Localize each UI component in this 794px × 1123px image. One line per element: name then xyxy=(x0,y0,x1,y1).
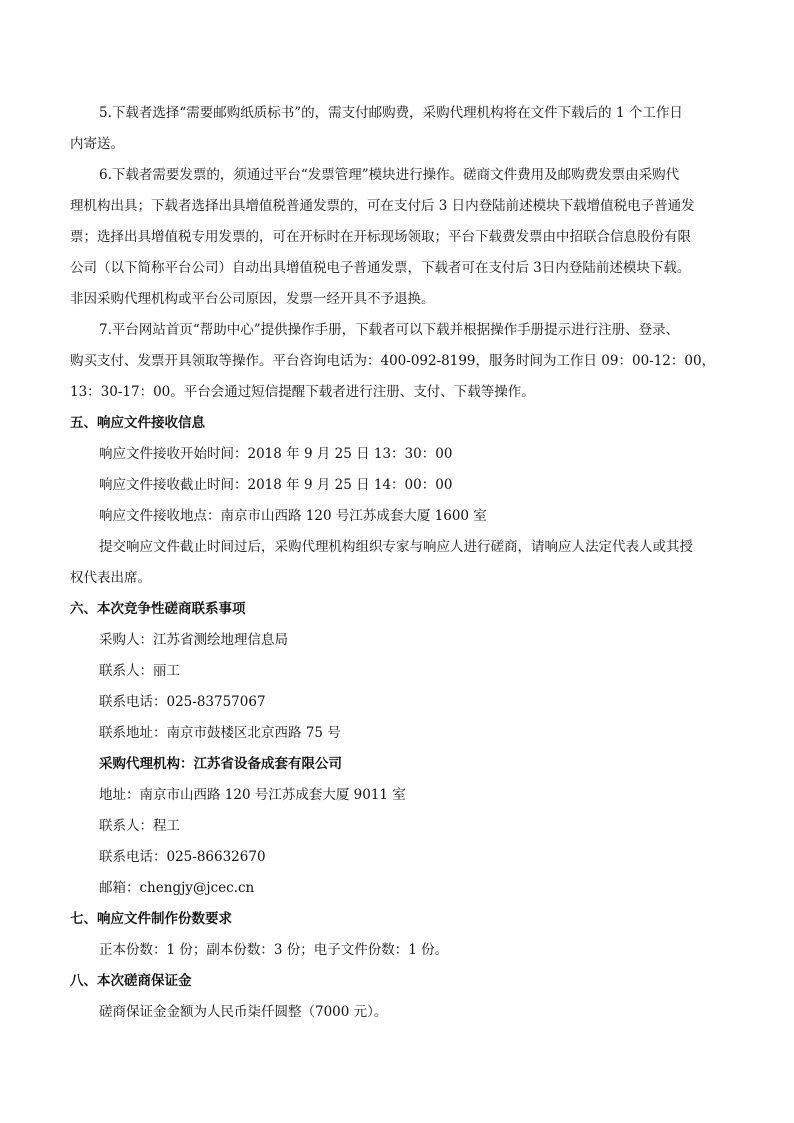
purchaser: 采购人：江苏省测绘地理信息局 xyxy=(99,632,288,648)
receive-end-time: 响应文件接收截止时间：2018 年 9 月 25 日 14：00：00 xyxy=(99,477,453,493)
section5-heading: 五、响应文件接收信息 xyxy=(70,415,205,431)
section8-heading: 八、本次磋商保证金 xyxy=(70,973,192,989)
para6-line2: 理机构出具；下载者选择出具增值税普通发票的，可在支付后 3 日内登陆前述模块下载增值税电子普通发 xyxy=(70,198,695,214)
copies-requirement: 正本份数：1 份；副本份数：3 份；电子文件份数：1 份。 xyxy=(99,942,449,958)
receive-note-line1: 提交响应文件截止时间过后，采购代理机构组织专家与响应人进行磋商，请响应人法定代表人或其授 xyxy=(99,539,693,555)
para6-line1: 6.下载者需要发票的，须通过平台“发票管理”模块进行操作。磋商文件费用及邮购费发票由采购代 xyxy=(99,167,680,183)
para5-line2: 内寄送。 xyxy=(70,136,124,152)
agency-contact: 联系人：程工 xyxy=(99,818,180,834)
para7-line2: 购买支付、发票开具领取等操作。平台咨询电话为：400-092-8199，服务时间为工作日 09：00-12：00， xyxy=(70,353,716,369)
agency-email: 邮箱：chengjy@jcec.cn xyxy=(99,880,255,896)
agency-address: 地址：南京市山西路 120 号江苏成套大厦 9011 室 xyxy=(99,787,406,803)
para7-line1: 7.平台网站首页“帮助中心”提供操作手册，下载者可以下载并根据操作手册提示进行注册、登录、 xyxy=(99,322,680,338)
agency-name: 采购代理机构：江苏省设备成套有限公司 xyxy=(99,756,342,772)
section6-heading: 六、本次竞争性磋商联系事项 xyxy=(70,601,246,617)
receive-place: 响应文件接收地点：南京市山西路 120 号江苏成套大厦 1600 室 xyxy=(99,508,487,524)
purchaser-contact: 联系人：丽工 xyxy=(99,663,180,679)
receive-start-time: 响应文件接收开始时间：2018 年 9 月 25 日 13：30：00 xyxy=(99,446,453,462)
purchaser-address: 联系地址：南京市鼓楼区北京西路 75 号 xyxy=(99,725,341,741)
section7-heading: 七、响应文件制作份数要求 xyxy=(70,911,232,927)
deposit-amount: 磋商保证金金额为人民币柒仟圆整（7000 元）。 xyxy=(99,1004,388,1020)
para6-line5: 非因采购代理机构或平台公司原因，发票一经开具不予退换。 xyxy=(70,291,435,307)
para6-line4: 公司（以下简称平台公司）自动出具增值税电子普通发票，下载者可在支付后 3日内登陆前述模块下载。 xyxy=(70,260,691,276)
purchaser-phone: 联系电话：025-83757067 xyxy=(99,694,266,710)
para5-line1: 5.下载者选择“需要邮购纸质标书”的，需支付邮购费，采购代理机构将在文件下载后的 1 个工作日 xyxy=(99,105,683,121)
para6-line3: 票；选择出具增值税专用发票的，可在开标时在开标现场领取；平台下载费发票由中招联合信息股份有限 xyxy=(70,229,691,245)
receive-note-line2: 权代表出席。 xyxy=(70,570,151,586)
para7-line3: 13：30-17：00。平台会通过短信提醒下载者进行注册、支付、下载等操作。 xyxy=(70,384,535,400)
agency-phone: 联系电话：025-86632670 xyxy=(99,849,266,865)
